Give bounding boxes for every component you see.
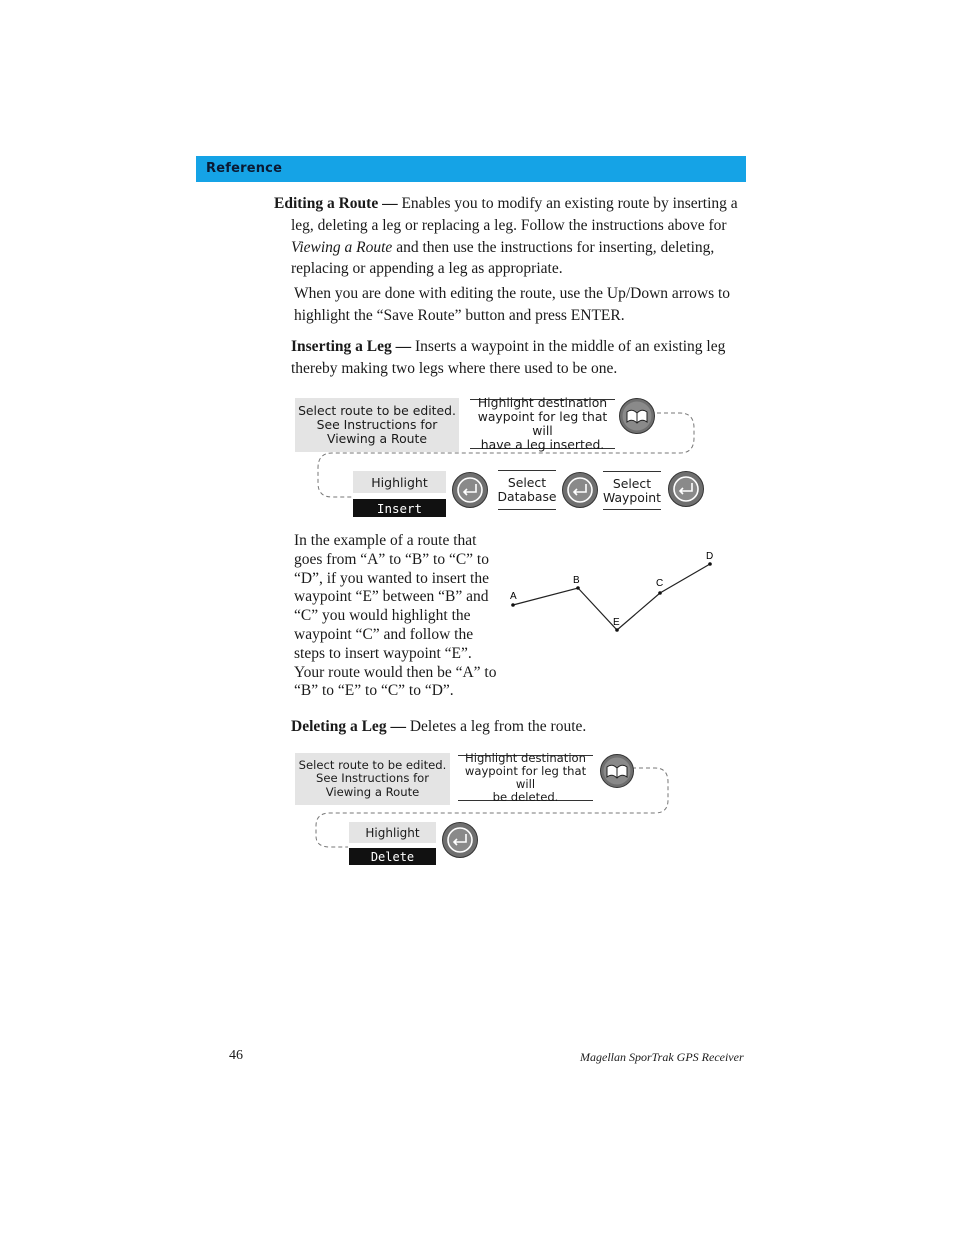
insert-step1-line2: See Instructions for — [316, 416, 438, 432]
select-database-line2: Database — [497, 489, 557, 504]
waypoint-e-marker — [615, 628, 619, 632]
select-database-line1: Select — [507, 475, 547, 490]
editing-line1: Enables you to modify an existing route by inserting a — [397, 195, 738, 212]
deleting-rest: Deletes a leg from the route. — [405, 718, 587, 735]
insert-step2-line1: Highlight destination — [477, 395, 608, 410]
page-number: 46 — [229, 1048, 243, 1063]
select-database-box — [498, 470, 556, 510]
example-line: “D”, if you wanted to insert the — [294, 569, 489, 587]
enter-icon — [667, 470, 705, 508]
inserting-title: Inserting a Leg — — [291, 338, 412, 355]
done-line1: When you are done with editing the route, use the Up/Down arrows to — [294, 285, 731, 302]
waypoint-b-marker — [576, 586, 580, 590]
waypoint-c-label: C — [656, 578, 664, 589]
waypoint-b-label: B — [573, 575, 580, 586]
select-waypoint-line1: Select — [612, 475, 652, 491]
route-book-icon — [599, 753, 635, 789]
example-line: steps to insert waypoint “E”. — [294, 644, 472, 662]
example-line: “B” to “E” to “C” to “D”. — [294, 682, 454, 700]
delete-step2-line2: waypoint for leg that will — [464, 763, 587, 791]
editing-title: Editing a Route — — [274, 195, 398, 212]
delete-button[interactable]: Delete — [349, 848, 436, 865]
insert-button[interactable]: Insert — [353, 499, 446, 517]
delete-step1-line1: Select route to be edited. — [298, 757, 447, 772]
editing-line3-rest: and then use the instructions for inserting, deleting, — [392, 238, 715, 256]
insert-highlight-label: Highlight — [353, 471, 446, 493]
inserting-line2: thereby making two legs where there used to be one. — [291, 359, 618, 377]
waypoint-a-label: A — [510, 591, 517, 602]
inserting-line1: Inserts a waypoint in the middle of an existing leg — [411, 338, 726, 355]
waypoint-c-marker — [658, 591, 662, 595]
deleting-paragraph — [291, 716, 741, 738]
footer-product: Magellan SporTrak GPS Receiver — [580, 1050, 744, 1064]
delete-step1-line3: Viewing a Route — [325, 784, 420, 799]
delete-step2-box — [458, 750, 593, 805]
route-example-diagram — [500, 540, 730, 640]
waypoint-d-label: D — [706, 551, 714, 562]
insert-step1-line1: Select route to be edited. — [298, 402, 456, 418]
waypoint-e-label: E — [613, 617, 620, 628]
delete-step1-line2: See Instructions for — [315, 771, 430, 786]
delete-step2-line1: Highlight destination — [465, 750, 586, 765]
enter-icon — [451, 471, 489, 509]
select-waypoint-line2: Waypoint — [603, 489, 661, 505]
example-line: goes from “A” to “B” to “C” to — [294, 550, 489, 568]
editing-line4: replacing or appending a leg as appropriate. — [291, 260, 563, 278]
example-line: In the example of a route that — [294, 532, 477, 549]
select-waypoint-box — [603, 471, 661, 510]
section-label: Reference — [206, 161, 283, 176]
deleting-title: Deleting a Leg — — [291, 718, 406, 735]
insert-step1-line3: Viewing a Route — [326, 431, 427, 447]
delete-step2-line3: be deleted. — [492, 790, 559, 805]
done-line2: highlight the “Save Route” button and press ENTER. — [294, 306, 625, 324]
delete-step1-box — [295, 753, 450, 805]
editing-line2: leg, deleting a leg or replacing a leg. Follow the instructions above for — [291, 216, 727, 234]
example-paragraph — [294, 532, 497, 701]
delete-highlight-label: Highlight — [349, 822, 436, 843]
enter-icon — [561, 471, 599, 509]
waypoint-a-marker — [511, 603, 515, 607]
editing-line3-italic: Viewing a Route — [291, 238, 393, 256]
insert-step2-box — [470, 395, 615, 452]
enter-icon — [441, 821, 479, 859]
example-line: “C” you would highlight the — [294, 607, 471, 625]
example-line: waypoint “C” and follow the — [294, 625, 474, 643]
insert-step2-line3: have a leg inserted. — [480, 437, 605, 452]
example-line: waypoint “E” between “B” and — [294, 588, 489, 606]
route-book-icon — [618, 397, 656, 435]
example-line: Your route would then be “A” to — [294, 663, 497, 681]
waypoint-d-marker — [708, 562, 712, 566]
insert-step1-box — [295, 398, 459, 452]
insert-step2-line2: waypoint for leg that will — [477, 409, 608, 438]
